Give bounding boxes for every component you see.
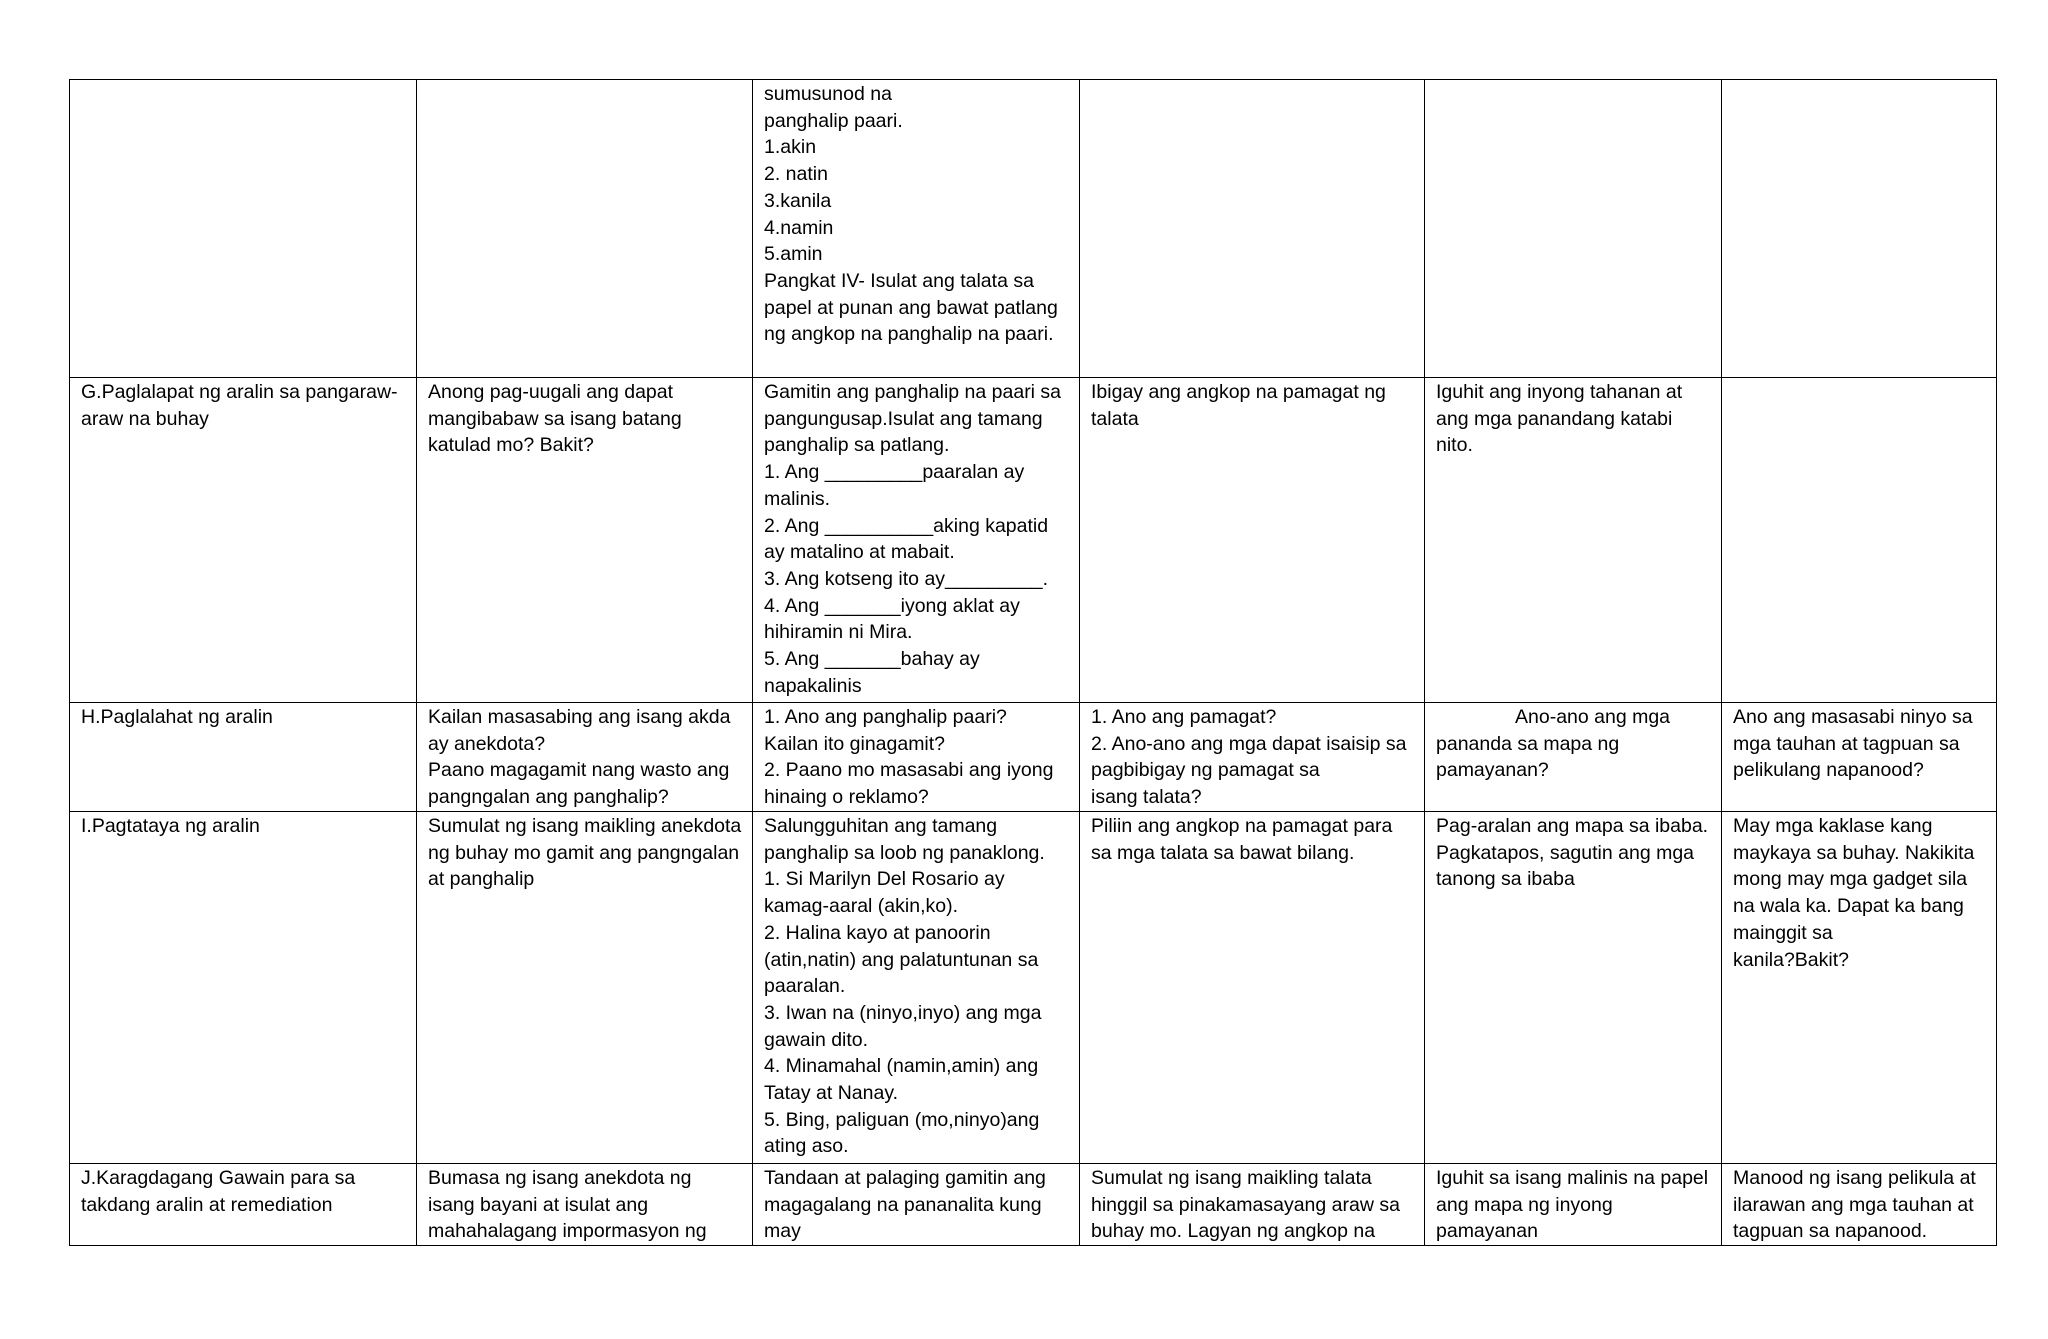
row-label-cell: [70, 80, 417, 378]
table-cell: [417, 80, 753, 378]
table-cell: Salungguhitan ang tamang panghalip sa loob ng panaklong. 1. Si Marilyn Del Rosario ay kamag-aaral (akin,ko). 2. Halina kayo at panoorin (atin,natin) ang palatuntunan sa paaralan. 3. Iwan na (ninyo,inyo) ang mga gawain dito. 4. Minamahal (namin,amin) ang Tatay at Nanay. 5. Bing, paliguan (mo,ninyo)ang ating aso.: [753, 812, 1080, 1164]
table-cell: Gamitin ang panghalip na paari sa pangungusap.Isulat ang tamang panghalip sa patlang. 1. Ang _________paaralan ay malinis. 2. Ang __________aking kapatid ay matalino at mabait. 3. Ang kotseng ito ay_________. 4. Ang _______iyong aklat ay hihiramin ni Mira. 5. Ang _______bahay ay napakalinis: [753, 378, 1080, 703]
table-row: [70, 812, 1997, 1164]
table-cell: Sumulat ng isang maikling talata hinggil sa pinakamasayang araw sa buhay mo. Lagyan ng angkop na: [1080, 1164, 1425, 1246]
table-cell: 1. Ano ang pamagat? 2. Ano-ano ang mga dapat isaisip sa pagbibigay ng pamagat sa isang talata?: [1080, 703, 1425, 812]
table-row: [70, 80, 1997, 378]
cell-text: pananda sa mapa ng pamayanan?: [1436, 732, 1620, 782]
table-cell: Anong pag-uugali ang dapat mangibabaw sa isang batang katulad mo? Bakit?: [417, 378, 753, 703]
table-cell: Iguhit ang inyong tahanan at ang mga panandang katabi nito.: [1425, 378, 1722, 703]
table-cell: sumusunod na panghalip paari. 1.akin 2. natin 3.kanila 4.namin 5.amin Pangkat IV- Isulat ang talata sa papel at punan ang bawat patlang ng angkop na panghalip na paari.: [753, 80, 1080, 378]
table-cell: [1722, 80, 1997, 378]
row-label-cell: I.Pagtataya ng aralin: [70, 812, 417, 1164]
table-cell: [1080, 80, 1425, 378]
table-cell: [1425, 80, 1722, 378]
table-row: [70, 1164, 1997, 1246]
table-cell: 1. Ano ang panghalip paari? Kailan ito ginagamit? 2. Paano mo masasabi ang iyong hinaing o reklamo?: [753, 703, 1080, 812]
table-cell: Iguhit sa isang malinis na papel ang mapa ng inyong pamayanan: [1425, 1164, 1722, 1246]
table-cell: Manood ng isang pelikula at ilarawan ang mga tauhan at tagpuan sa napanood.: [1722, 1164, 1997, 1246]
row-label-cell: J.Karagdagang Gawain para sa takdang aralin at remediation: [70, 1164, 417, 1246]
table-row: [70, 378, 1997, 703]
row-label-cell: H.Paglalahat ng aralin: [70, 703, 417, 812]
table-cell: Ibigay ang angkop na pamagat ng talata: [1080, 378, 1425, 703]
table-cell: Pag-aralan ang mapa sa ibaba. Pagkatapos, sagutin ang mga tanong sa ibaba: [1425, 812, 1722, 1164]
table-cell: [1425, 703, 1722, 812]
table-cell: May mga kaklase kang maykaya sa buhay. Nakikita mong may mga gadget sila na wala ka. Dapat ka bang mainggit sa kanila?Bakit?: [1722, 812, 1997, 1164]
row-label-cell: G.Paglalapat ng aralin sa pangaraw-araw na buhay: [70, 378, 417, 703]
table-cell: Tandaan at palaging gamitin ang magagalang na pananalita kung may: [753, 1164, 1080, 1246]
table-cell: Ano ang masasabi ninyo sa mga tauhan at tagpuan sa pelikulang napanood?: [1722, 703, 1997, 812]
table-cell: Bumasa ng isang anekdota ng isang bayani at isulat ang mahahalagang impormasyon ng: [417, 1164, 753, 1246]
table-cell: Kailan masasabing ang isang akda ay anekdota? Paano magagamit nang wasto ang pangngalan ang panghalip?: [417, 703, 753, 812]
cell-lead-text: Ano-ano ang mga: [1515, 706, 1671, 728]
table-cell: [1722, 378, 1997, 703]
table-cell: Sumulat ng isang maikling anekdota ng buhay mo gamit ang pangngalan at panghalip: [417, 812, 753, 1164]
lesson-plan-table: [69, 79, 1997, 1246]
table-row: [70, 703, 1997, 812]
table-cell: Piliin ang angkop na pamagat para sa mga talata sa bawat bilang.: [1080, 812, 1425, 1164]
